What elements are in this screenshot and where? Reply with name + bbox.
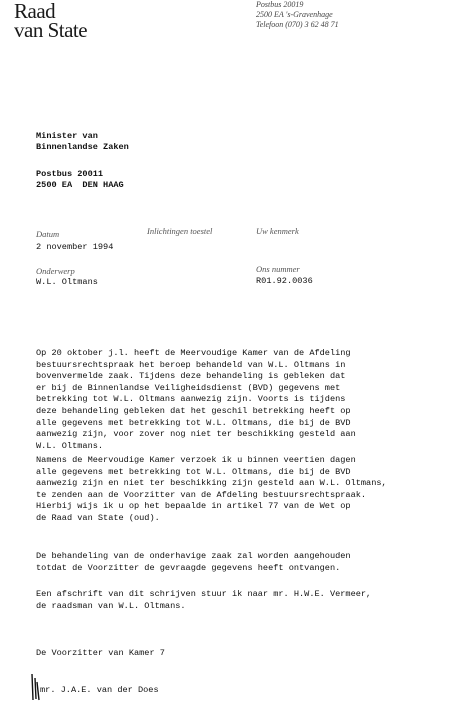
body-line: totdat de Voorzitter de gevraagde gegevens heeft ontvangen. [36, 562, 341, 573]
recipient-line-4: 2500 EA DEN HAAG [36, 180, 124, 190]
subject-value: W.L. Oltmans [36, 277, 98, 287]
date-label: Datum [36, 229, 60, 239]
body-line: aanwezig zijn, voor zover nog niet ter beschikking gesteld aan [36, 429, 356, 440]
logo-line-2: van State [14, 18, 88, 42]
body-line: Een afschrift van dit schrijven stuur ik naar mr. H.W.E. Vermeer, [36, 589, 372, 599]
logo-line-1: Raad [14, 0, 56, 23]
body-line: aanwezig zijn en niet ter beschikking zijn gesteld aan W.L. Oltmans, [36, 478, 387, 489]
body-line: te zenden aan de Voorzitter van de Afdeling bestuursrechtspraak. [36, 489, 367, 500]
info-label: Inlichtingen toestel [147, 226, 213, 236]
body-line: bestuursrechtspraak het beroep behandeld van W.L. Oltmans in [36, 359, 346, 370]
date-value: 2 november 1994 [36, 242, 114, 252]
subject-label: Onderwerp [36, 266, 75, 276]
body-line: Namens de Meervoudige Kamer verzoek ik u binnen veertien dagen [36, 455, 356, 465]
signature-mark [30, 672, 40, 702]
body-line: bovenvermelde zaak. Tijdens deze behandeling is gebleken dat [36, 371, 346, 382]
recipient-line-3: Postbus 20011 [36, 169, 104, 179]
our-number-label: Ons nummer [256, 264, 300, 274]
body-line: de raadsman van W.L. Oltmans. [36, 600, 186, 611]
signer-name: mr. J.A.E. van der Does [40, 685, 159, 695]
letterhead-address [256, 0, 339, 30]
recipient-line-1: Minister van [36, 131, 98, 141]
address-line-2: 2500 EA 's-Gravenhage [256, 10, 333, 19]
body-line: Op 20 oktober j.l. heeft de Meervoudige Kamer van de Afdeling [36, 348, 351, 358]
recipient-line-2: Binnenlandse Zaken [36, 142, 129, 152]
body-line: de Raad van State (oud). [36, 513, 160, 523]
raad-van-state-logo [14, 2, 87, 40]
body-line: W.L. Oltmans. [36, 440, 104, 451]
your-ref-label: Uw kenmerk [256, 226, 299, 236]
body-line: Hierbij wijs ik u op het bepaalde in artikel 77 van de Wet op [36, 501, 351, 512]
body-line: alle gegevens met betrekking tot W.L. Oltmans, die bij de BVD [36, 466, 351, 477]
body-line: betrekking tot W.L. Oltmans aanwezig zijn. Voorts is tijdens [36, 394, 346, 405]
body-line: De behandeling van de onderhavige zaak zal worden aangehouden [36, 551, 351, 561]
body-line: er bij de Binnenlandse Veiligheidsdienst (BVD) gegevens met [36, 382, 341, 393]
address-line-1: Postbus 20019 [256, 0, 304, 9]
body-line: alle gegevens met betrekking tot W.L. Oltmans, die bij de BVD [36, 417, 351, 428]
closing-title: De Voorzitter van Kamer 7 [36, 648, 165, 658]
our-number-value: R01.92.0036 [256, 276, 313, 286]
body-line: deze behandeling gebleken dat het geschil betrekking heeft op [36, 406, 351, 416]
address-line-3: Telefoon (070) 3 62 48 71 [256, 20, 339, 29]
